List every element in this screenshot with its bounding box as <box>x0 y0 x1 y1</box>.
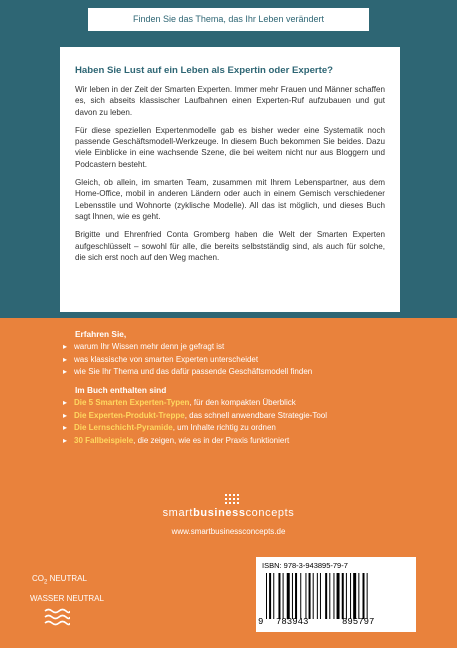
learn-list <box>63 341 312 379</box>
isbn-number: ISBN: 978-3-943895-79-7 <box>262 561 348 570</box>
list-item: ▸ Die Experten-Produkt-Treppe, das schnell anwendbare Strategie-Tool <box>63 410 327 423</box>
intro-paragraph: Gleich, ob allein, im smarten Team, zusammen mit Ihrem Lebenspartner, aus dem Home-Office, mobil in anderen Ländern oder auch in einem Gemisch verschiedener Lebensstile und Wohnorte (zyklische Modelle). All das ist möglich, und dieses Buch sagt Ihnen, wie es geht. <box>75 178 385 221</box>
intro-headline: Haben Sie Lust auf ein Leben als Expertin oder Experte? <box>75 65 334 76</box>
barcode-box: ISBN: 978-3-943895-79-7 9 783943 895797 <box>256 557 416 632</box>
contents-list <box>63 397 327 447</box>
triangle-bullet-icon: ▸ <box>63 398 68 407</box>
publisher-logo: smartbusinessconcepts <box>162 507 295 519</box>
list-item: ▸ was klassische von smarten Experten unterscheidet <box>63 354 312 367</box>
triangle-bullet-icon: ▸ <box>63 342 68 351</box>
intro-paragraph: Wir leben in der Zeit der Smarten Experten. Immer mehr Frauen und Männer schaffen es, sich abseits klassischer Laufbahnen einen Experten-Ruf aufzubauen und gut davon zu leben. <box>75 85 385 117</box>
list-item: ▸ wie Sie Ihr Thema und das dafür passende Geschäftsmodell finden <box>63 366 312 379</box>
logo-dots-icon <box>225 494 239 504</box>
intro-paragraph: Für diese speziellen Expertenmodelle gab es bisher weder eine Systematik noch passende Geschäftsmodell-Werkzeuge. In diesem Buch bekommen Sie beides. Dazu viele Einblicke in eine wachsende Szene, die bei weitem nicht nur aus Bloggern und Podcastern besteht. <box>75 125 385 169</box>
list-item: ▸ Die Lernschicht-Pyramide, um Inhalte richtig zu ordnen <box>63 422 327 435</box>
list-item: ▸ 30 Fallbeispiele, die zeigen, wie es in der Praxis funktioniert <box>63 435 327 448</box>
triangle-bullet-icon: ▸ <box>63 367 68 377</box>
publisher-website: www.smartbusinessconcepts.de <box>171 527 286 536</box>
intro-panel <box>60 47 400 312</box>
water-waves-icon <box>44 608 70 626</box>
intro-paragraph: Brigitte und Ehrenfried Conta Gromberg haben die Welt der Smarten Experten aufgeschlüsselt – sowohl für alle, die bereits selbstständig sind, als auch für solche, die sich erst noch auf den Weg machen. <box>75 230 385 262</box>
co2-neutral-label: $CO_2$ NEUTRAL <box>32 574 87 586</box>
triangle-bullet-icon: ▸ <box>63 410 68 420</box>
barcode-icon <box>266 573 406 619</box>
contents-title: Im Buch enthalten sind <box>75 385 167 395</box>
list-item: ▸ Die 5 Smarten Experten-Typen, für den kompakten Überblick <box>63 397 327 410</box>
list-item: ▸ warum Ihr Wissen mehr denn je gefragt ist <box>63 341 312 354</box>
triangle-bullet-icon: ▸ <box>63 423 68 433</box>
triangle-bullet-icon: ▸ <box>63 354 68 364</box>
triangle-bullet-icon: ▸ <box>63 435 68 445</box>
tagline-box <box>88 8 369 31</box>
water-neutral-label: WASSER NEUTRAL <box>30 594 104 603</box>
learn-title: Erfahren Sie, <box>75 329 127 339</box>
tagline: Finden Sie das Thema, das Ihr Leben verändert <box>133 14 324 24</box>
